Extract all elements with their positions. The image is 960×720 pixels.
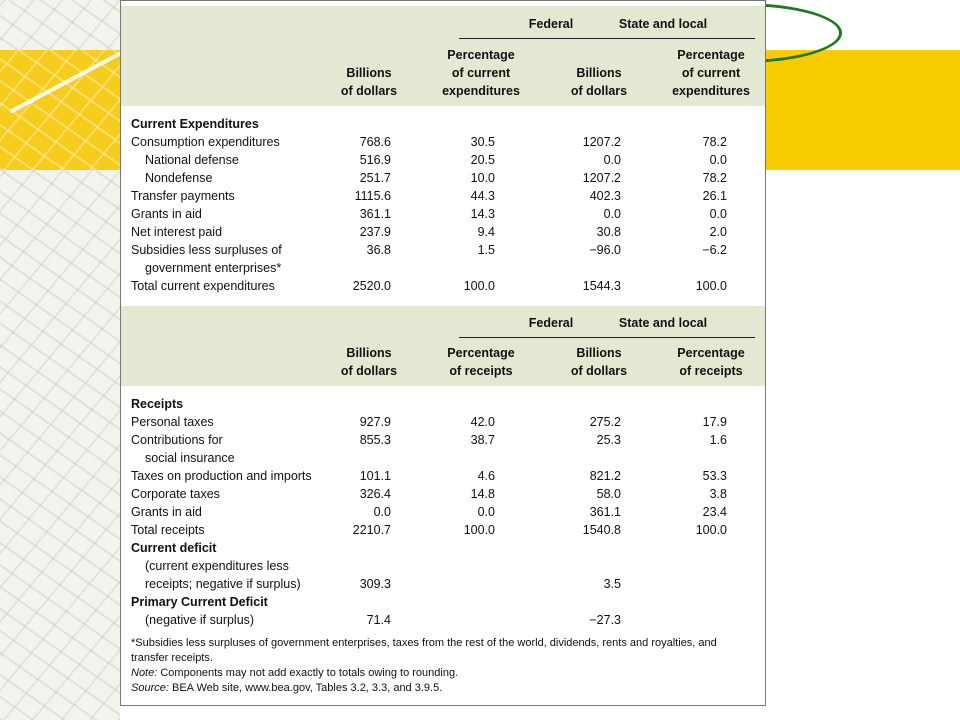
cell-value: 361.1 [589,505,621,519]
cell-value: 100.0 [695,279,727,293]
cell-value: 1.6 [709,433,727,447]
col-header-state-billions: Billions of dollars [570,66,628,98]
row-label: Corporate taxes [131,487,220,501]
table-row [121,151,765,169]
cell-value: 25.3 [596,433,621,447]
col-header-federal-billions-2: Billions of dollars [340,346,398,378]
cell-value: 30.8 [596,225,621,239]
col-header-state-billions-2: Billions of dollars [570,346,628,378]
table-row [121,503,765,521]
state-group-rule-2 [571,337,755,338]
federal-group-header-2: Federal [528,316,574,330]
cell-value: 0.0 [603,207,621,221]
cell-value: 361.1 [359,207,391,221]
cell-value: 0.0 [603,153,621,167]
cell-value: 402.3 [589,189,621,203]
cell-value: 4.6 [477,469,495,483]
row-label: Transfer payments [131,189,235,203]
cell-value: 42.0 [470,415,495,429]
row-label: Personal taxes [131,415,214,429]
cell-value: 78.2 [702,171,727,185]
cell-value: 516.9 [359,153,391,167]
table-row [121,277,765,295]
table-row [121,557,765,575]
cell-value: 44.3 [470,189,495,203]
cell-value: 36.8 [366,243,391,257]
row-label: social insurance [145,451,235,465]
row-label: government enterprises* [145,261,282,275]
row-label: receipts; negative if surplus) [145,577,301,591]
cell-value: 821.2 [589,469,621,483]
table-row [121,169,765,187]
col-header-federal-pct: Percentage of current expenditures [442,48,520,98]
cell-value: 1207.2 [582,135,621,149]
section-heading-2 [121,395,765,413]
row-label: Subsidies less surpluses of [131,243,282,257]
cell-value: 237.9 [359,225,391,239]
cell-value: 2.0 [709,225,727,239]
table-row [121,431,765,449]
cell-value: 1544.3 [582,279,621,293]
section-label-2: Receipts [131,397,184,411]
section-label: Current Expenditures [131,117,259,131]
row-label: Contributions for [131,433,223,447]
cell-value: 2520.0 [352,279,391,293]
cell-value: −27.3 [589,613,621,627]
cell-value: 3.5 [603,577,621,591]
source-line: Source: BEA Web site, www.bea.gov, Tables 3.2, 3.3, and 3.9.5. [131,682,443,694]
table-row [121,241,765,259]
row-label: (current expenditures less [145,559,289,573]
table-row [121,593,765,611]
col-header-state-pct: Percentage of current expenditures [672,48,750,98]
section-heading [121,115,765,133]
cell-value: 3.8 [709,487,727,501]
row-label: Taxes on production and imports [131,469,312,483]
table-row [121,539,765,557]
table-row [121,223,765,241]
cell-value: 0.0 [709,153,727,167]
footnote: *Subsidies less surpluses of government enterprises, taxes from the rest of the world, dividends, rents and royalties, and transfer receipts. [131,637,717,664]
cell-value: 309.3 [359,577,391,591]
row-label: Grants in aid [131,505,202,519]
cell-value: 14.3 [470,207,495,221]
cell-value: 101.1 [359,469,391,483]
row-label: National defense [145,153,239,167]
cell-value: 17.9 [702,415,727,429]
cell-value: 326.4 [359,487,391,501]
row-label: Consumption expenditures [131,135,280,149]
state-group-rule [571,38,755,39]
cell-value: 251.7 [359,171,391,185]
cell-value: −96.0 [589,243,621,257]
cell-value: 20.5 [470,153,495,167]
table-row [121,575,765,593]
cell-value: 1115.6 [354,189,391,203]
cell-value: 71.4 [366,613,391,627]
table-row [121,413,765,431]
table-row [121,521,765,539]
cell-value: 9.4 [477,225,495,239]
cell-value: 855.3 [359,433,391,447]
row-label: Total receipts [131,523,205,537]
cell-value: 768.6 [359,135,391,149]
cell-value: 927.9 [359,415,391,429]
row-label: Primary Current Deficit [131,595,268,609]
row-label: Current deficit [131,541,217,555]
table-row [121,467,765,485]
col-header-state-pct-2: Percentage of receipts [677,346,745,378]
table-notes [131,636,751,696]
cell-value: 14.8 [470,487,495,501]
cell-value: 53.3 [702,469,727,483]
cell-value: 10.0 [470,171,495,185]
cell-value: 58.0 [596,487,621,501]
cell-value: 30.5 [470,135,495,149]
federal-group-header: Federal [528,17,574,31]
note-line: Note: Components may not add exactly to totals owing to rounding. [131,667,459,679]
cell-value: 2210.7 [352,523,391,537]
cell-value: 38.7 [470,433,495,447]
cell-value: 1540.8 [582,523,621,537]
cell-value: 0.0 [373,505,391,519]
row-label: Grants in aid [131,207,202,221]
row-label: Nondefense [145,171,213,185]
cell-value: 78.2 [702,135,727,149]
table-row [121,449,765,467]
cell-value: 23.4 [702,505,727,519]
col-header-federal-pct-2: Percentage of receipts [447,346,515,378]
state-group-header-2: State and local [618,316,708,330]
cell-value: 1207.2 [582,171,621,185]
cell-value: 275.2 [589,415,621,429]
cell-value: 100.0 [695,523,727,537]
cell-value: 100.0 [463,279,495,293]
cell-value: 26.1 [702,189,727,203]
cell-value: 0.0 [477,505,495,519]
col-header-federal-billions: Billions of dollars [340,66,398,98]
cell-value: 0.0 [709,207,727,221]
cell-value: 100.0 [463,523,495,537]
table-row [121,133,765,151]
government-budget-table [120,0,766,706]
state-group-header: State and local [618,17,708,31]
table-row [121,485,765,503]
table-row [121,259,765,277]
cell-value: −6.2 [702,243,727,257]
table-row [121,611,765,629]
row-label: Total current expenditures [131,279,275,293]
row-label: (negative if surplus) [145,613,255,627]
table-row [121,187,765,205]
table-row [121,205,765,223]
cell-value: 1.5 [477,243,495,257]
row-label: Net interest paid [131,225,223,239]
